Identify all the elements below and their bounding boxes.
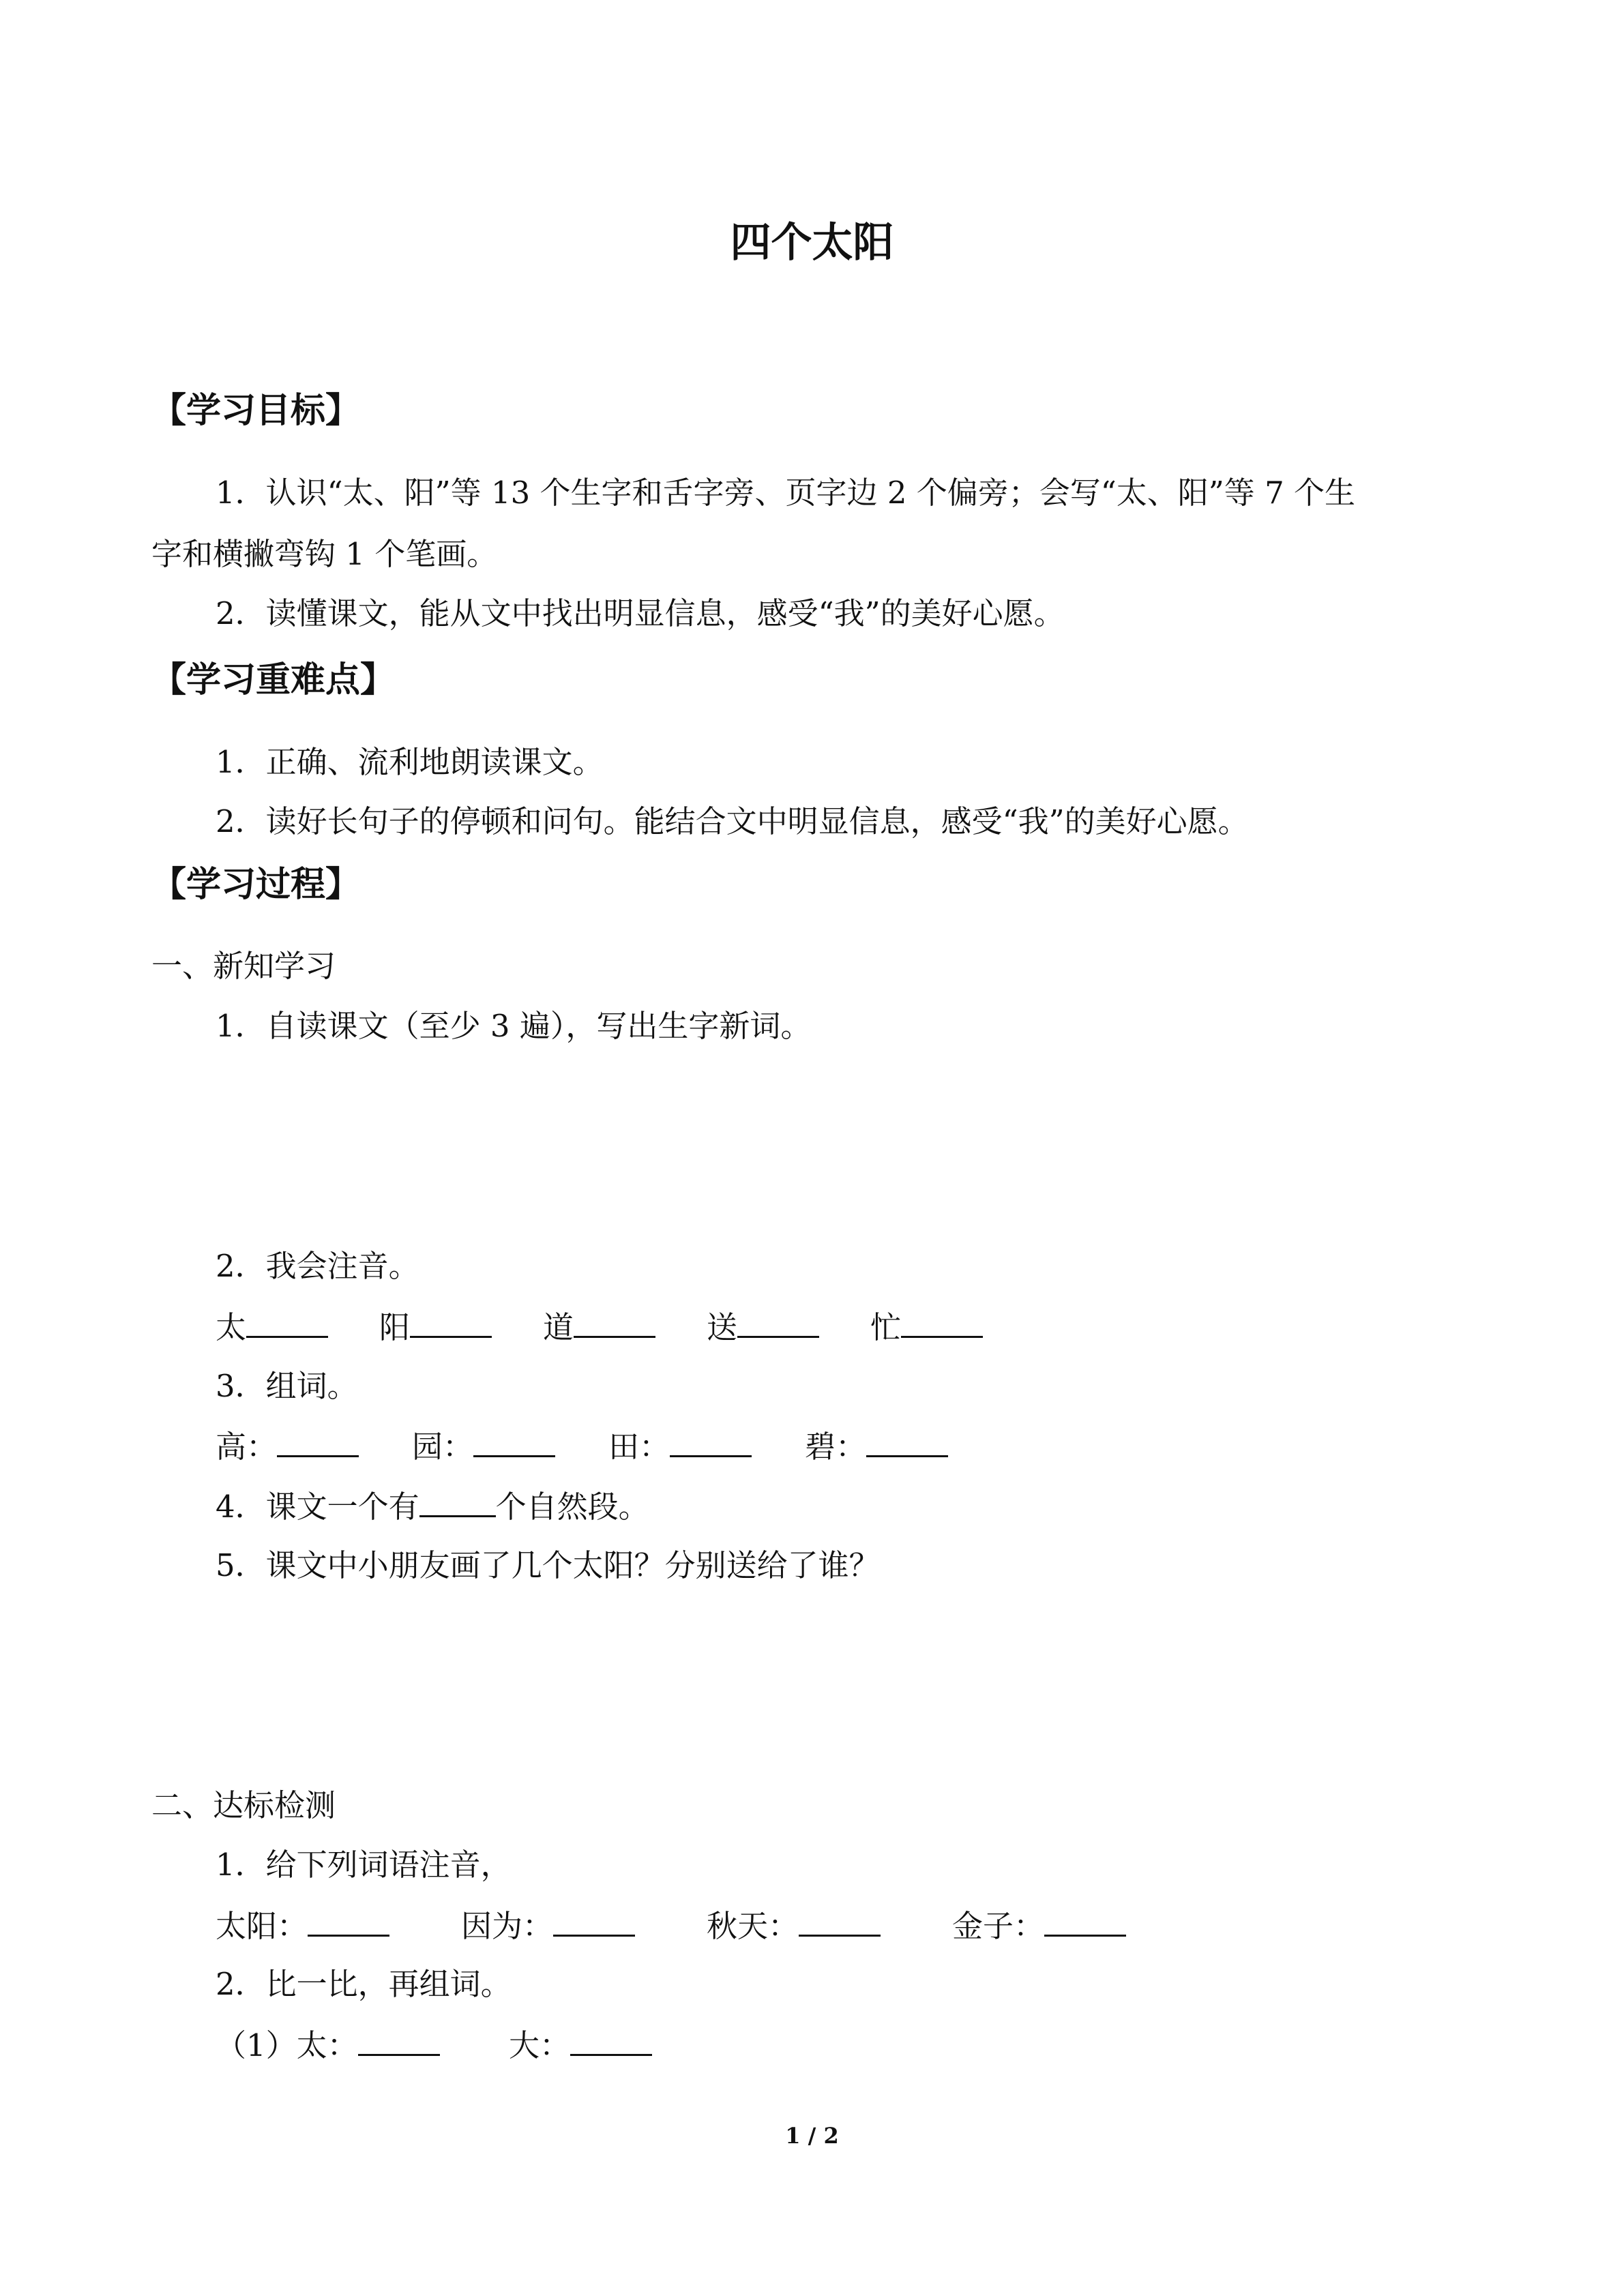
answer-blank[interactable] bbox=[308, 1905, 389, 1937]
pinyin-blank-mang bbox=[870, 1306, 983, 1348]
section-heading-goals: 【学习目标】 bbox=[151, 391, 361, 431]
answer-blank[interactable] bbox=[277, 1425, 359, 1457]
answer-blank[interactable] bbox=[473, 1425, 555, 1457]
answer-blank[interactable] bbox=[737, 1306, 819, 1338]
pinyin-blank-dao bbox=[543, 1306, 655, 1348]
char-label: 园： bbox=[412, 1429, 474, 1465]
answer-blank[interactable] bbox=[246, 1306, 328, 1338]
char-label: 太： bbox=[296, 2027, 358, 2063]
part2-question-1: 1．给下列词语注音， bbox=[216, 1847, 512, 1883]
char-label: 碧： bbox=[805, 1429, 867, 1465]
word-label: 太阳： bbox=[216, 1908, 308, 1944]
char-label: 阳 bbox=[379, 1309, 411, 1345]
char-label: 田： bbox=[608, 1429, 670, 1465]
goal-item-1-line-1: 1．认识“太、阳”等 13 个生字和舌字旁、页字边 2 个偏旁；会写“太、阳”等 7 个生 bbox=[216, 475, 1356, 511]
answer-blank[interactable] bbox=[866, 1425, 948, 1457]
word-blank-tian bbox=[608, 1425, 752, 1467]
pinyin-blank-jinzi bbox=[952, 1905, 1126, 1947]
answer-blank[interactable] bbox=[670, 1425, 752, 1457]
answer-blank[interactable] bbox=[358, 2024, 440, 2056]
answer-blank[interactable] bbox=[553, 1905, 635, 1937]
answer-blank[interactable] bbox=[574, 1306, 655, 1338]
answer-blank[interactable] bbox=[570, 2024, 652, 2056]
pinyin-blank-taiyang bbox=[216, 1905, 389, 1947]
answer-blank[interactable] bbox=[901, 1306, 983, 1338]
pinyin-blank-qiutian bbox=[707, 1905, 881, 1947]
pinyin-blank-song bbox=[707, 1306, 819, 1348]
char-label: 高： bbox=[216, 1429, 278, 1465]
goal-item-1-line-2: 字和横撇弯钩 1 个笔画。 bbox=[151, 536, 498, 572]
item-prefix: （1） bbox=[216, 2027, 297, 2063]
pinyin-blank-tai bbox=[216, 1306, 328, 1348]
question-text: 4．课文一个有 bbox=[216, 1489, 419, 1525]
answer-blank[interactable] bbox=[1044, 1905, 1126, 1937]
section-heading-process: 【学习过程】 bbox=[151, 865, 361, 905]
answer-blank[interactable] bbox=[419, 1485, 496, 1517]
pinyin-blank-yinwei bbox=[461, 1905, 635, 1947]
part2-heading: 二、达标检测 bbox=[151, 1787, 336, 1823]
char-label: 道 bbox=[543, 1309, 574, 1345]
goal-item-2: 2．读懂课文，能从文中找出明显信息，感受“我”的美好心愿。 bbox=[216, 595, 1065, 631]
answer-blank[interactable] bbox=[410, 1306, 492, 1338]
char-label: 大： bbox=[509, 2027, 571, 2063]
word-blank-yuan bbox=[412, 1425, 555, 1467]
part1-question-2: 2．我会注音。 bbox=[216, 1248, 419, 1284]
word-label: 秋天： bbox=[707, 1908, 799, 1944]
page-number: 1 / 2 bbox=[785, 2123, 839, 2149]
part1-heading: 一、新知学习 bbox=[151, 948, 336, 984]
char-label: 太 bbox=[216, 1309, 247, 1345]
part2-question-2: 2．比一比，再组词。 bbox=[216, 1966, 512, 2002]
key-point-item-2: 2．读好长句子的停顿和问句。能结合文中明显信息，感受“我”的美好心愿。 bbox=[216, 803, 1249, 839]
compare-blank-tai bbox=[216, 2024, 440, 2066]
word-blank-bi bbox=[805, 1425, 948, 1467]
char-label: 忙 bbox=[870, 1309, 902, 1345]
question-text: 个自然段。 bbox=[495, 1489, 649, 1525]
section-heading-key-points: 【学习重难点】 bbox=[151, 660, 396, 700]
compare-blank-da bbox=[509, 2024, 652, 2066]
part1-question-1: 1．自读课文（至少 3 遍），写出生字新词。 bbox=[216, 1008, 812, 1044]
part1-question-3: 3．组词。 bbox=[216, 1368, 358, 1404]
char-label: 送 bbox=[707, 1309, 738, 1345]
page-title: 四个太阳 bbox=[730, 219, 894, 267]
word-label: 金子： bbox=[952, 1908, 1045, 1944]
word-label: 因为： bbox=[461, 1908, 554, 1944]
word-blank-gao bbox=[216, 1425, 359, 1467]
part1-question-5: 5．课文中小朋友画了几个太阳？分别送给了谁？ bbox=[216, 1547, 880, 1583]
answer-blank[interactable] bbox=[799, 1905, 881, 1937]
key-point-item-1: 1．正确、流利地朗读课文。 bbox=[216, 744, 604, 780]
part1-question-4 bbox=[216, 1485, 649, 1527]
pinyin-blank-yang bbox=[379, 1306, 492, 1348]
